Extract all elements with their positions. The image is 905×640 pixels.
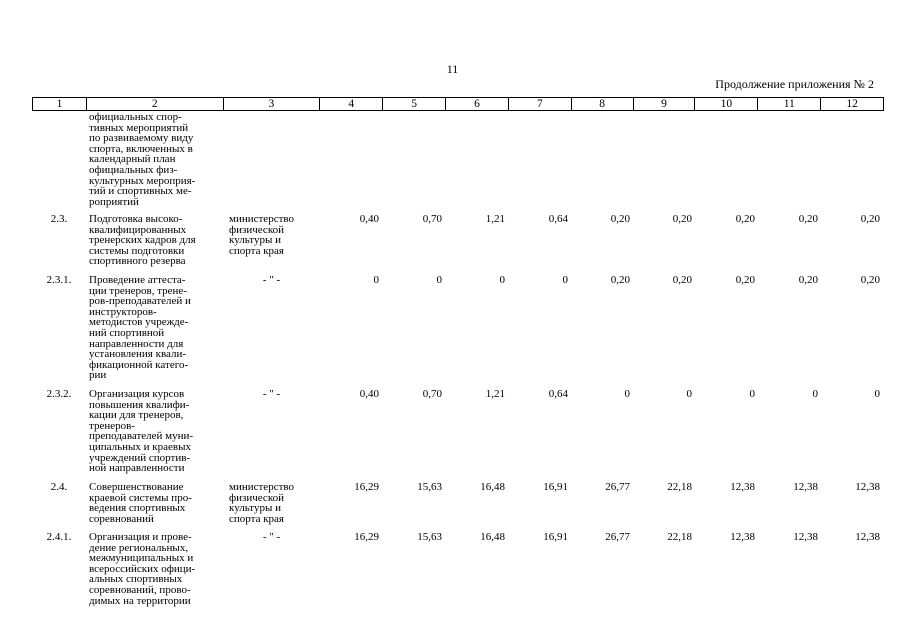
header-cell-9: 9 — [634, 98, 696, 110]
row-number: 2.4. — [50, 481, 68, 493]
row-value-col-5: 0 — [436, 274, 442, 286]
row-value-col-12 — [822, 112, 884, 207]
row-value-col-10 — [696, 112, 759, 207]
row-value-col-7 — [509, 112, 572, 207]
row-description: Проведение аттеста- ции тренеров, трене- ров-преподавателей и инструкторов- методистов учрежде- ний спортивной направленности для установления квали- фикационной катего- рии — [89, 274, 191, 382]
row-number: 2.4.1. — [46, 531, 72, 543]
row-value-col-5: 0,70 — [422, 213, 442, 225]
row-value-col-12: 12,38 — [855, 531, 880, 543]
row-value-col-9: 0,20 — [672, 274, 692, 286]
header-cell-5: 5 — [383, 98, 446, 110]
row-value-col-11 — [759, 112, 822, 207]
row-value-col-8: 0 — [624, 388, 630, 400]
row-organization — [223, 112, 320, 207]
row-value-col-6: 1,21 — [485, 213, 505, 225]
header-cell-3: 3 — [224, 98, 321, 110]
table-row — [32, 532, 884, 606]
row-organization: - " - — [262, 531, 281, 543]
row-value-col-10: 12,38 — [730, 481, 755, 493]
row-value-col-10: 0,20 — [735, 213, 755, 225]
row-value-col-8: 0,20 — [610, 213, 630, 225]
row-description: Организация курсов повышения квалифи- кации для тренеров, тренеров- преподавателей муни- ципальных и краевых учреждений спортив- ной направленности — [89, 388, 194, 475]
row-number: 2.3.2. — [46, 388, 72, 400]
row-value-col-8: 26,77 — [605, 481, 630, 493]
continuation-title: Продолжение приложения № 2 — [715, 77, 874, 91]
row-value-col-12: 0 — [874, 388, 880, 400]
row-number: 2.3. — [50, 213, 68, 225]
row-value-col-11: 0,20 — [798, 274, 818, 286]
row-value-col-7: 16,91 — [543, 531, 568, 543]
row-value-col-10: 0,20 — [735, 274, 755, 286]
header-cell-1: 1 — [33, 98, 87, 110]
row-value-col-4: 16,29 — [354, 481, 379, 493]
row-value-col-10: 0 — [749, 388, 755, 400]
row-value-col-12: 0,20 — [860, 213, 880, 225]
header-cell-10: 10 — [695, 98, 758, 110]
header-cell-11: 11 — [758, 98, 821, 110]
row-value-col-5: 15,63 — [417, 531, 442, 543]
row-value-col-4: 0,40 — [359, 388, 379, 400]
row-value-col-12: 0,20 — [860, 274, 880, 286]
row-value-col-4: 0,40 — [359, 213, 379, 225]
row-value-col-7: 0 — [562, 274, 568, 286]
table-row — [32, 275, 884, 381]
table-row — [32, 214, 884, 267]
page-number: 11 — [446, 62, 459, 76]
row-value-col-5 — [383, 112, 446, 207]
row-value-col-8: 26,77 — [605, 531, 630, 543]
row-number — [32, 112, 86, 207]
row-value-col-5: 15,63 — [417, 481, 442, 493]
row-value-col-6: 16,48 — [480, 481, 505, 493]
row-organization: - " - — [262, 274, 281, 286]
row-value-col-7: 0,64 — [548, 213, 568, 225]
row-value-col-6: 16,48 — [480, 531, 505, 543]
header-cell-7: 7 — [509, 98, 572, 110]
row-value-col-8: 0,20 — [610, 274, 630, 286]
row-value-col-6 — [446, 112, 509, 207]
row-value-col-11: 12,38 — [793, 481, 818, 493]
row-value-col-9 — [634, 112, 696, 207]
header-cell-8: 8 — [572, 98, 634, 110]
row-description: Организация и прове- дение региональных, межмуниципальных и всероссийских офици- альных спортивных соревнований, прово- димых на территории — [89, 531, 196, 607]
row-description: официальных спор- тивных мероприятий по развиваемому виду спорта, включенных в календарный план официальных физ- культурных мероприя- тий и спортивных ме- роприятий — [89, 111, 196, 208]
table-header — [32, 97, 884, 111]
table-row — [32, 389, 884, 474]
row-value-col-4 — [320, 112, 383, 207]
row-number: 2.3.1. — [46, 274, 72, 286]
header-cell-4: 4 — [320, 98, 383, 110]
row-value-col-9: 22,18 — [667, 531, 692, 543]
row-value-col-9: 0,20 — [672, 213, 692, 225]
row-value-col-7: 0,64 — [548, 388, 568, 400]
header-cell-2: 2 — [87, 98, 224, 110]
row-value-col-10: 12,38 — [730, 531, 755, 543]
row-value-col-6: 0 — [499, 274, 505, 286]
row-value-col-7: 16,91 — [543, 481, 568, 493]
header-cell-6: 6 — [446, 98, 509, 110]
row-value-col-5: 0,70 — [422, 388, 442, 400]
row-value-col-9: 22,18 — [667, 481, 692, 493]
row-value-col-4: 16,29 — [354, 531, 379, 543]
row-value-col-8 — [572, 112, 634, 207]
header-cell-12: 12 — [846, 98, 858, 110]
row-value-col-11: 0 — [812, 388, 818, 400]
row-value-col-4: 0 — [373, 274, 379, 286]
row-organization: министерство физической культуры и спорта края — [229, 213, 295, 257]
table-row — [32, 482, 884, 524]
row-description: Подготовка высоко- квалифицированных тренерских кадров для системы подготовки спортивного резерва — [89, 213, 196, 268]
row-value-col-12: 12,38 — [855, 481, 880, 493]
row-organization: министерство физической культуры и спорта края — [229, 481, 295, 525]
row-description: Совершенствование краевой системы про- ведения спортивных соревнований — [89, 481, 192, 525]
row-organization: - " - — [262, 388, 281, 400]
row-value-col-11: 0,20 — [798, 213, 818, 225]
table-row — [32, 112, 884, 207]
row-value-col-6: 1,21 — [485, 388, 505, 400]
row-value-col-11: 12,38 — [793, 531, 818, 543]
row-value-col-9: 0 — [686, 388, 692, 400]
